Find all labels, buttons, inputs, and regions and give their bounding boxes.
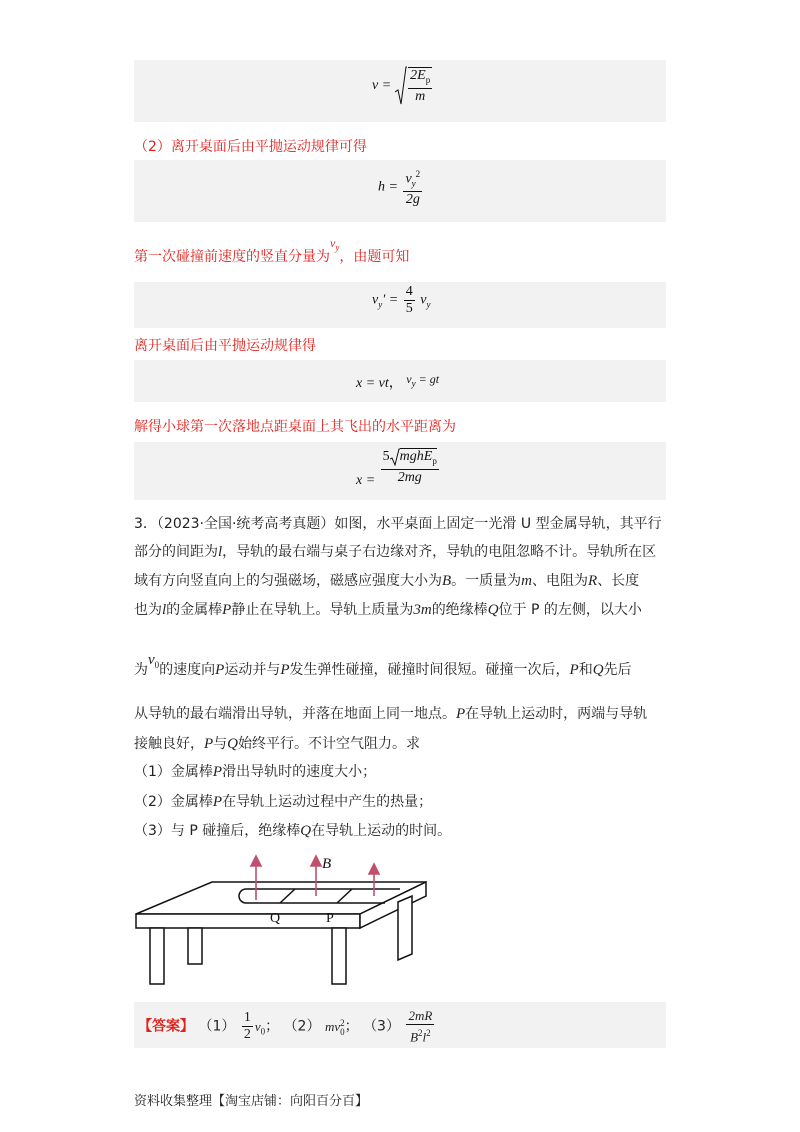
frac: $\frac{2E_p}{m}$ <box>410 68 431 104</box>
sub-question-1: （1）金属棒P滑出导轨时的速度大小； <box>134 764 377 780</box>
question-line-1: 3．（2023·全国·统考高考真题）如图，水平桌面上固定一光滑 U 型金属导轨，其平行 <box>134 516 662 532</box>
question-line-3: 域有方向竖直向上的匀强磁场，磁感应强度大小为B。一质量为m、电阻为R、长度 <box>134 573 640 589</box>
answer-tag: 【答案】 <box>138 1018 194 1035</box>
label-Q: Q <box>270 911 281 926</box>
answer-frac-1: $\frac{1}{2}$ <box>243 1010 251 1043</box>
formula-distance: x = $\frac{5 mghE_p}{2mg}$ <box>356 449 437 489</box>
formula-lhs: v = <box>372 78 392 94</box>
sub-question-3: （3）与 P 碰撞后，绝缘棒Q在导轨上运动的时间。 <box>134 823 452 839</box>
question-line-7: 接触良好，P与Q始终平行。不计空气阻力。求 <box>134 736 421 752</box>
label-P: P <box>326 911 334 926</box>
formula-position: x = vt， $v_y$ = gt <box>356 372 440 391</box>
text-line-2: 第一次碰撞前速度的竖直分量为$v_y$，由题可知 <box>134 236 410 265</box>
formula-vertical-velocity: $v_y'$ = $\frac{4}{5}$ $v_y$ <box>372 284 431 316</box>
sub-question-2: （2）金属棒P在导轨上运动过程中产生的热量； <box>134 794 433 810</box>
label-B: B <box>322 856 332 872</box>
footer-source: 资料收集整理【淘宝店铺：向阳百分百】 <box>134 1094 369 1109</box>
question-line-2: 部分的间距为l，导轨的最右端与桌子右边缘对齐，导轨的电阻忽略不计。导轨所在区 <box>134 544 657 560</box>
frac: $\frac{5 mghE_p}{2mg}$ <box>382 449 437 486</box>
frac: $\frac{v_y^2}{2g}$ <box>403 166 422 208</box>
answer-frac-3: $\frac{2mR}{B^2l^2}$ <box>408 1008 433 1045</box>
answer-line: 【答案】 （1） $\frac{1}{2}$ $v_0$； （2） mv 2 0 ； （3） $\frac{2mR}{B^2l^2}$ <box>138 1008 433 1045</box>
frac: $\frac{4}{5}$ <box>405 284 413 316</box>
sqrt-symbol <box>395 66 407 106</box>
formula-velocity <box>372 66 434 106</box>
question-line-4: 也为l的金属棒P静止在导轨上。导轨上质量为3m的绝缘棒Q位于 P 的左侧，以大小 <box>134 602 642 618</box>
formula-height: h = $\frac{v_y^2}{2g}$ <box>378 166 424 208</box>
table-rail-figure <box>130 852 430 992</box>
text-line-3: 离开桌面后由平抛运动规律得 <box>134 338 316 354</box>
text-line-4: 解得小球第一次落地点距桌面上其飞出的水平距离为 <box>134 419 456 435</box>
question-line-5: 为$v_0$的速度向P运动并与P发生弹性碰撞，碰撞时间很短。碰撞一次后，P和Q先后 <box>134 652 632 678</box>
text-line-1: （2）离开桌面后由平抛运动规律可得 <box>134 139 367 155</box>
question-line-6: 从导轨的最右端滑出导轨，并落在地面上同一地点。P在导轨上运动时，两端与导轨 <box>134 706 648 722</box>
